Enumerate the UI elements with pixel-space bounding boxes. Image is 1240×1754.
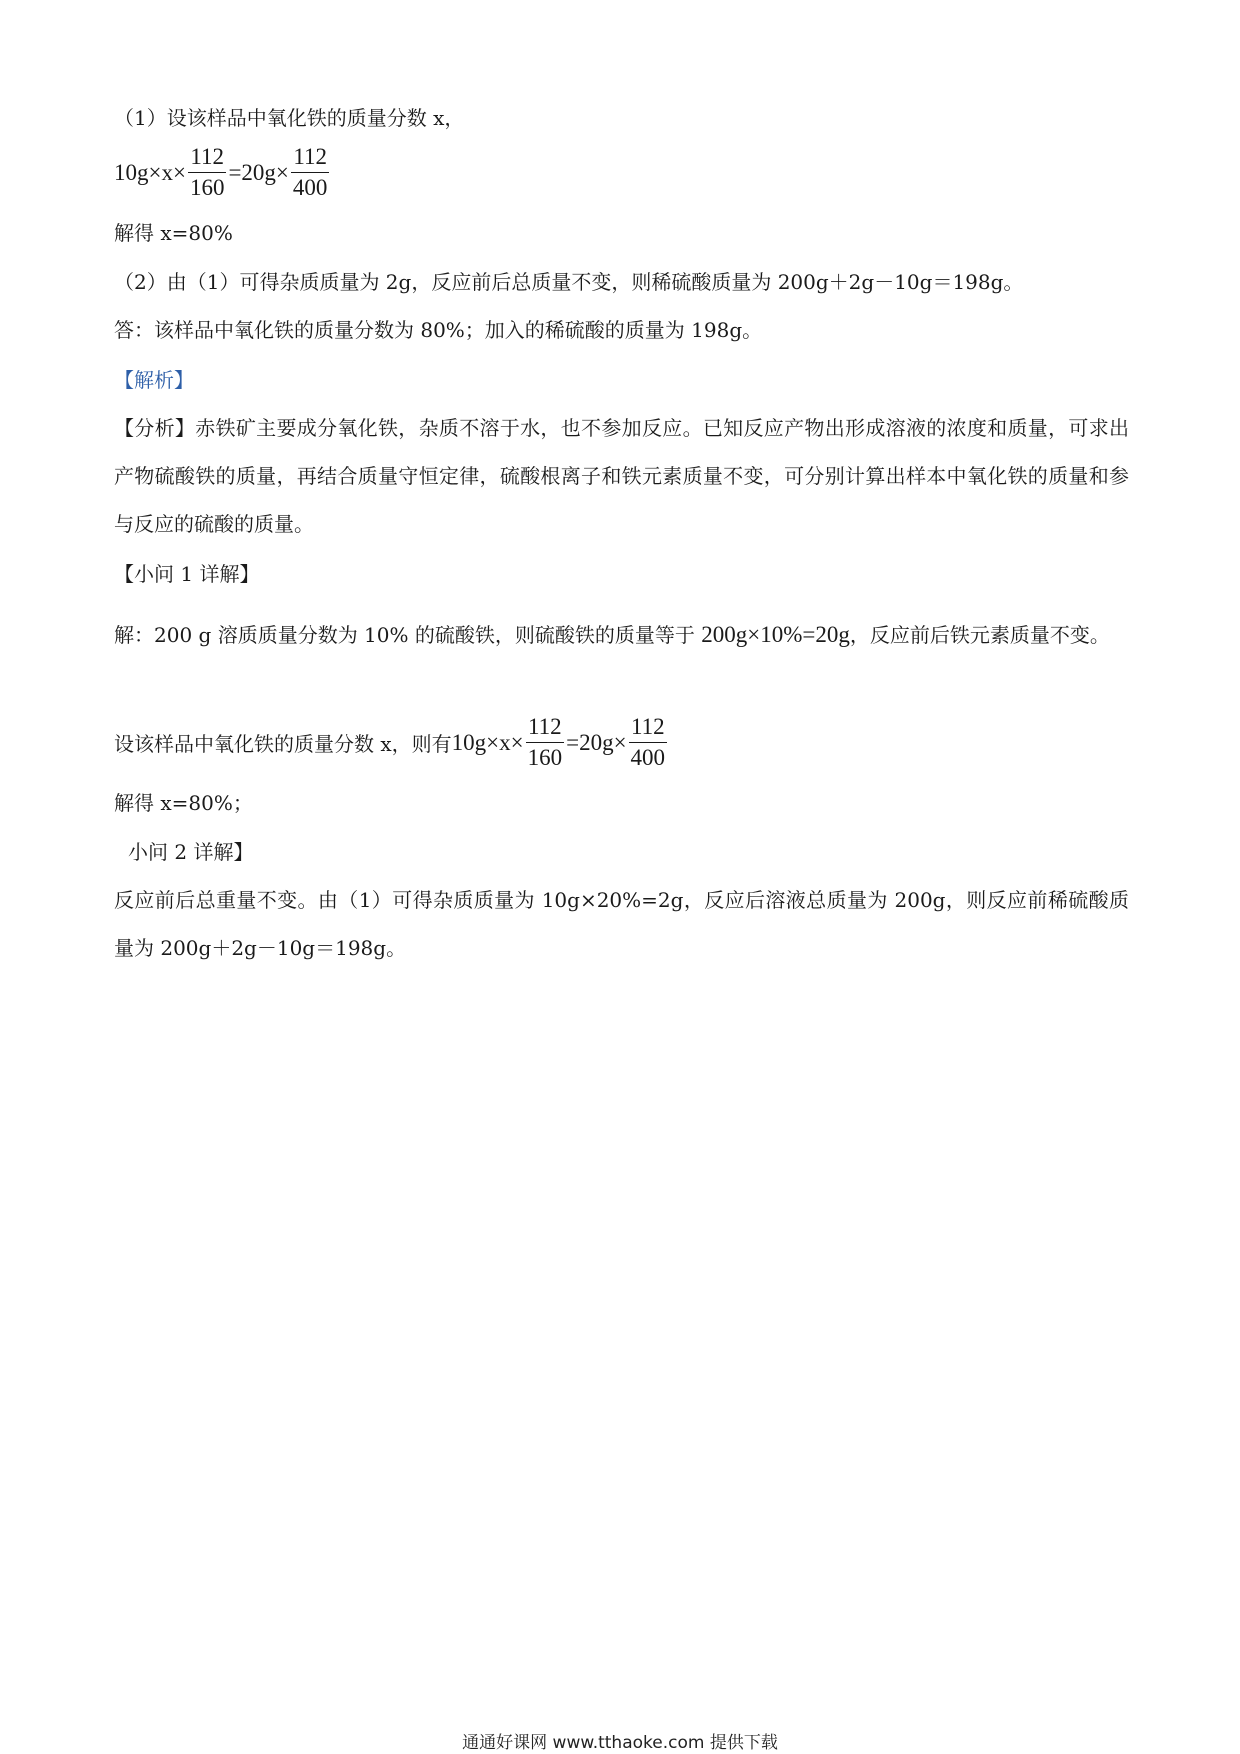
fraction-1 [526, 712, 565, 773]
q1-equation-intro: 设该样品中氧化铁的质量分数 x，则有 [114, 732, 452, 756]
fraction-numerator: 112 [629, 712, 668, 743]
q1-text-math: 200g×10%=20g [701, 622, 850, 647]
fraction-denominator: 400 [630, 745, 666, 770]
equation-rhs: =20g× [228, 159, 289, 185]
part1-equation [114, 142, 331, 203]
part1-result: 解得 x=80% [114, 221, 233, 245]
fraction-denominator: 160 [527, 745, 563, 770]
fraction-2 [629, 712, 668, 773]
equation-lhs: 10g×x× [451, 729, 524, 755]
q1-text-post: ，反应前后铁元素质量不变。 [849, 623, 1110, 647]
equation-lhs: 10g×x× [114, 159, 186, 185]
q2-heading: 小问 2 详解】 [128, 840, 254, 864]
fraction-1 [188, 142, 227, 203]
q2-text: 反应前后总重量不变。由（1）可得杂质质量为 10g×20%=2g，反应后溶液总质量为 200g，则反应前稀硫酸质量为 200g＋2g－10g＝198g。 [114, 888, 1129, 960]
q1-text-pre: 解：200 g 溶质质量分数为 10% 的硫酸铁，则硫酸铁的质量等于 [114, 623, 702, 647]
fraction-denominator: 400 [292, 175, 328, 200]
analysis-heading: 【解析】 [114, 368, 194, 392]
q1-result: 解得 x=80%； [114, 791, 253, 815]
fraction-2 [291, 142, 330, 203]
part1-intro: （1）设该样品中氧化铁的质量分数 x， [114, 106, 465, 130]
page-footer: 通通好课网 www.tthaoke.com 提供下载 [462, 1733, 778, 1753]
answer-text: 答：该样品中氧化铁的质量分数为 80%；加入的稀硫酸的质量为 198g。 [114, 318, 763, 342]
fraction-numerator: 112 [291, 142, 330, 173]
part2-text: （2）由（1）可得杂质质量为 2g，反应前后总质量不变，则稀硫酸质量为 200g＋2g－10g＝198g。 [114, 270, 1024, 294]
equation-rhs: =20g× [566, 729, 627, 755]
fraction-denominator: 160 [189, 175, 225, 200]
q1-text [114, 606, 1129, 664]
fraction-numerator: 112 [188, 142, 227, 173]
analysis-text: 【分析】赤铁矿主要成分氧化铁，杂质不溶于水，也不参加反应。已知反应产物出形成溶液的浓度和质量，可求出产物硫酸铁的质量，再结合质量守恒定律，硫酸根离子和铁元素质量不变，可分别计算出样本中氧化铁的质量和参与反应的硫酸的质量。 [114, 416, 1129, 536]
fraction-numerator: 112 [526, 712, 565, 743]
q1-equation-line [114, 712, 669, 773]
q1-heading: 【小问 1 详解】 [114, 562, 260, 586]
